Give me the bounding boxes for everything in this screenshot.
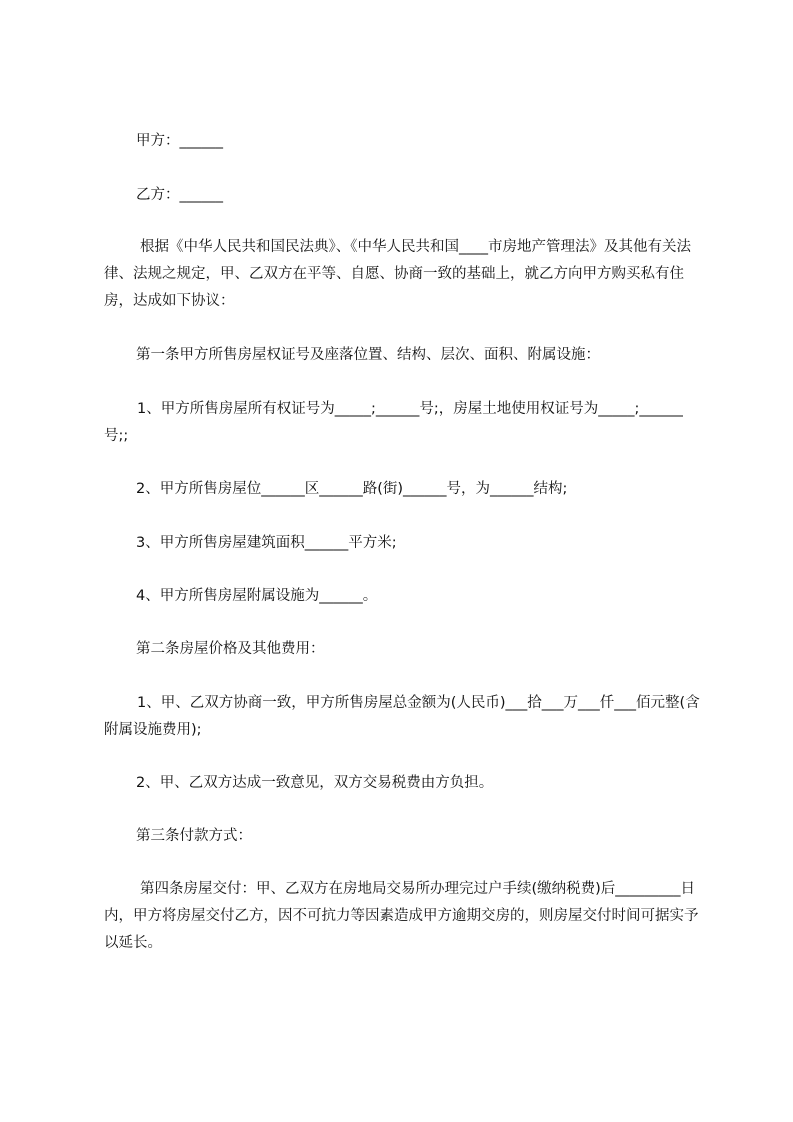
article-2-item-2: 2、甲、乙双方达成一致意见，双方交易税费由方负担。 [136,775,494,791]
article-1-item-1: 1、甲方所售房屋所有权证号为_____;______号;，房屋土地使用权证号为_____;______号;; [104,401,683,444]
article-1-item-2: 2、甲方所售房屋位______区______路(街)______号，为______结构; [136,481,568,497]
article-1-heading: 第一条甲方所售房屋权证号及座落位置、结构、层次、面积、附属设施： [136,347,600,363]
party-b-line: 乙方：______ [136,187,223,203]
article-1-item-4: 4、甲方所售房屋附属设施为______。 [136,588,378,604]
article-2-item-1: 1、甲、乙双方协商一致，甲方所售房屋总金额为(人民币)___拾___万___仟___佰元整(含附属设施费用); [104,695,700,738]
party-a-line: 甲方：______ [136,133,223,149]
article-2-heading: 第二条房屋价格及其他费用： [136,641,325,657]
article-3-heading: 第三条付款方式： [136,828,252,844]
article-1-item-3: 3、甲方所售房屋建筑面积______平方米; [136,535,397,551]
article-4-paragraph: 第四条房屋交付：甲、乙双方在房地局交易所办理完过户手续(缴纳税费)后_________日内，甲方将房屋交付乙方，因不可抗力等因素造成甲方逾期交房的，则房屋交付时间可据实予以延长。 [104,881,699,951]
preamble-paragraph: 根据《中华人民共和国民法典》、《中华人民共和国____市房地产管理法》及其他有关法律、法规之规定，甲、乙双方在平等、自愿、协商一致的基础上，就乙方向甲方购买私有住房，达成如下协议： [104,239,691,309]
